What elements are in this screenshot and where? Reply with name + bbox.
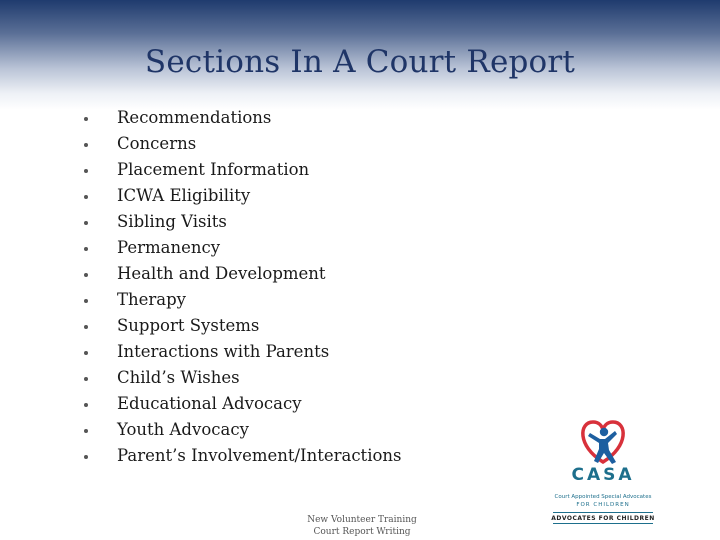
- bullet-dot-icon: [84, 455, 88, 459]
- bullet-dot-icon: [84, 377, 88, 381]
- casa-logo-for-children: FOR CHILDREN: [576, 502, 630, 508]
- bullet-item: Placement Information: [84, 157, 402, 183]
- bullet-item: Support Systems: [84, 313, 402, 339]
- casa-logo-tagline: Court Appointed Special Advocates: [554, 494, 652, 500]
- logo-divider: [553, 523, 653, 524]
- bullet-dot-icon: [84, 247, 88, 251]
- casa-heart-figure-icon: [543, 416, 663, 468]
- bullet-item: Youth Advocacy: [84, 417, 402, 443]
- bullet-list: [84, 105, 402, 469]
- footer-line-topic: Court Report Writing: [313, 527, 411, 537]
- slide-title: Sections In A Court Report: [144, 44, 576, 80]
- footer-line-training: New Volunteer Training: [307, 515, 417, 525]
- bullet-item: Interactions with Parents: [84, 339, 402, 365]
- casa-logo-advocates: ADVOCATES FOR CHILDREN: [551, 515, 655, 522]
- bullet-dot-icon: [84, 221, 88, 225]
- bullet-dot-icon: [84, 429, 88, 433]
- slide-footer: [262, 514, 462, 538]
- bullet-dot-icon: [84, 169, 88, 173]
- bullet-item: Concerns: [84, 131, 402, 157]
- bullet-dot-icon: [84, 325, 88, 329]
- bullet-item: Educational Advocacy: [84, 391, 402, 417]
- logo-divider: [553, 512, 653, 513]
- bullet-item: Recommendations: [84, 105, 402, 131]
- bullet-dot-icon: [84, 143, 88, 147]
- bullet-dot-icon: [84, 273, 88, 277]
- bullet-item: Permanency: [84, 235, 402, 261]
- bullet-dot-icon: [84, 117, 88, 121]
- bullet-dot-icon: [84, 299, 88, 303]
- bullet-dot-icon: [84, 195, 88, 199]
- bullet-item: ICWA Eligibility: [84, 183, 402, 209]
- bullet-dot-icon: [84, 403, 88, 407]
- bullet-item: Health and Development: [84, 261, 402, 287]
- bullet-item: Therapy: [84, 287, 402, 313]
- bullet-item: Sibling Visits: [84, 209, 402, 235]
- casa-logo-word: CASA: [571, 465, 635, 485]
- bullet-item: Child’s Wishes: [84, 365, 402, 391]
- casa-logo: [543, 416, 663, 528]
- bullet-item: Parent’s Involvement/Interactions: [84, 443, 402, 469]
- bullet-dot-icon: [84, 351, 88, 355]
